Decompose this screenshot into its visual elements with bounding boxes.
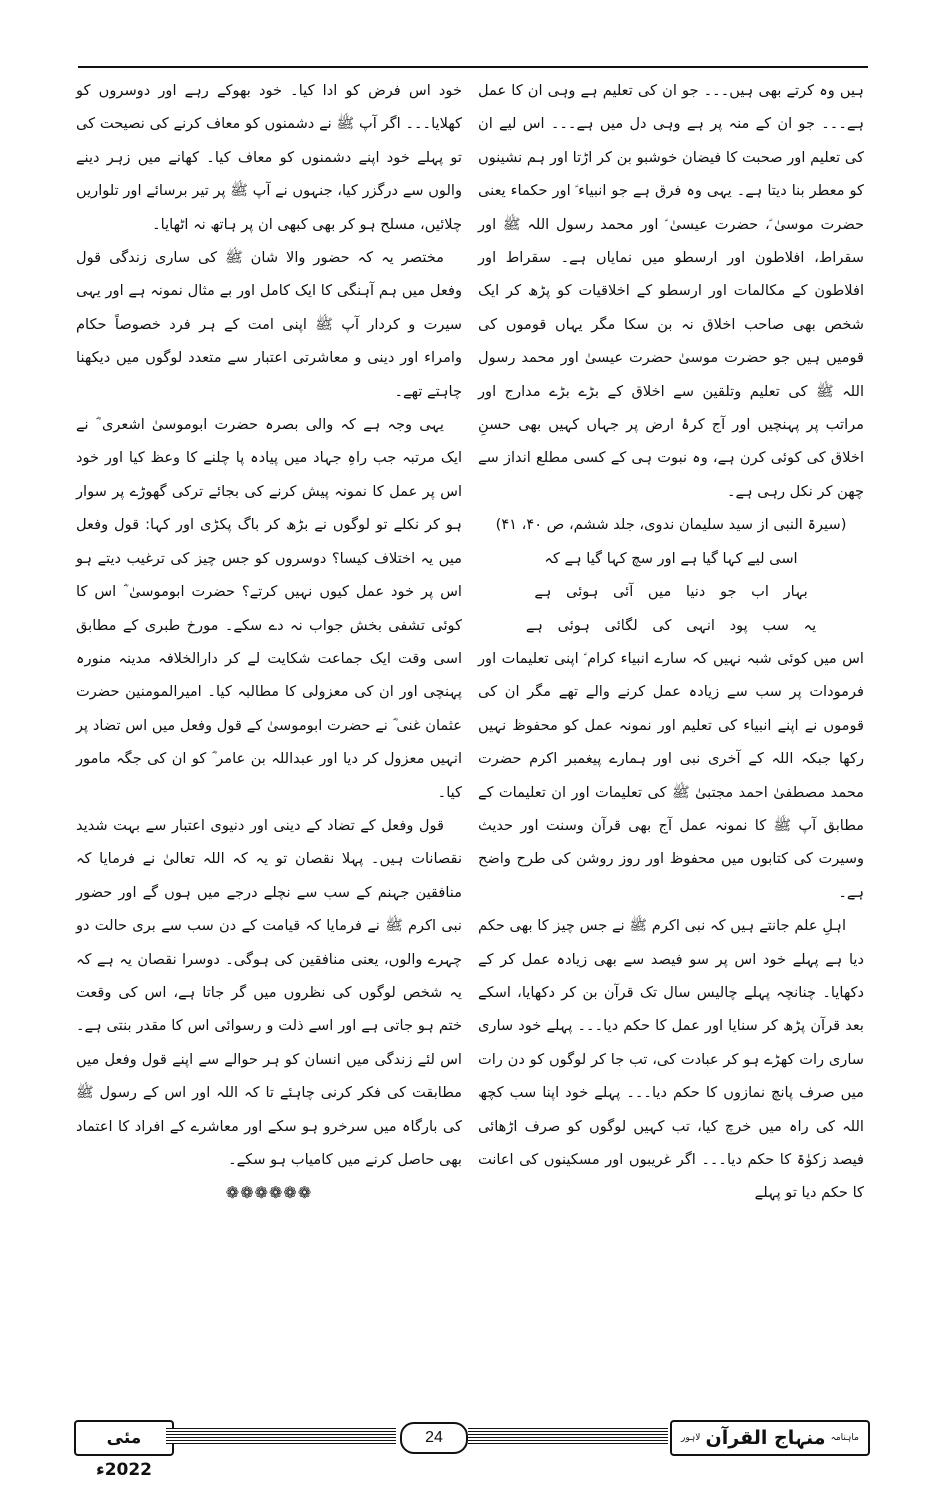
brand-city: لاہور	[681, 1433, 701, 1443]
magazine-logo	[670, 1420, 870, 1456]
paragraph: اس میں کوئی شبہ نہیں کہ سارے انبیاء کرام ؑ اپنی تعلیمات اور فرمودات پر سب سے زیادہ عمل کرنے والے تھے مگر ان کی قوموں نے اپنے انبیاء کی تعلیم اور نمونہ عمل کو محفوظ نہیں رکھا جبکہ اللہ کے آخری نبی اور ہمارے پیغمبر اکرم حضرت محمد مصطفیٰ احمد مجتبیٰ ﷺ کی تعلیمات اور ان تعلیمات کے مطابق آپ ﷺ کا نمونہ عمل آج بھی قرآن وسنت اور حدیث وسیرت کی کتابوں میں محفوظ اور روز روشن کی طرح واضح ہے۔	[478, 649, 864, 901]
verse-line: بہار اب جو دنیا میں آئی ہوئی ہے	[534, 583, 808, 601]
brand-name: منہاج القرآن	[705, 1427, 826, 1449]
issue-date: مئی 2022ء	[74, 1420, 174, 1456]
footer-stripe	[166, 1428, 396, 1444]
paragraph: ہیں وہ کرتے بھی ہیں۔۔۔ جو ان کی تعلیم ہے وہی ان کا عمل ہے۔۔۔ جو ان کے منہ پر ہے وہی دل میں ہے۔۔۔ اس لیے ان کی تعلیم اور صحبت کا فیضان خوشبو بن کر اڑتا اور ہم نشینوں کو معطر بنا دیتا ہے۔ یہی وہ فرق ہے جو انبیاء ؑ اور حکماء یعنی حضرت موسیٰ ؑ، حضرت عیسیٰ ؑ اور محمد رسول اللہ ﷺ اور سقراط، افلاطون اور ارسطو میں نمایاں ہے۔ سقراط اور افلاطون کے مکالمات اور ارسطو کے اخلاقیات کو پڑھ کر ایک شخص بھی صاحب اخلاق نہ بن سکا مگر یہاں قوموں کی قومیں ہیں جو حضرت موسیٰ حضرت عیسیٰ اور محمد رسول اللہ ﷺ کی تعلیم وتلقین سے اخلاق کے بڑے بڑے مدارج اور مراتب پر پہنچیں اور آج کرۂ ارض پر جہاں کہیں بھی حسنِ اخلاق کی کوئی کرن ہے، وہ نبوت ہی کے کسی مطلع انداز سے چھن کر نکل رہی ہے۔	[478, 82, 864, 500]
top-rule	[78, 66, 868, 68]
paragraph: مختصر یہ کہ حضور والا شان ﷺ کی ساری زندگی قول وفعل میں ہم آہنگی کا ایک کامل اور بے مثال نمونہ ہے اور یہی سیرت و کردار آپ ﷺ اپنی امت کے ہر فرد خصوصاً حکام وامراء اور دینی و معاشرتی اعتبار سے متعدد لوگوں میں دیکھنا چاہتے تھے۔	[76, 249, 462, 400]
right-column	[478, 74, 864, 1210]
brand-monthly: ماہنامہ	[830, 1433, 859, 1443]
verse-line: یہ سب پود انہی کی لگائی ہوئی ہے	[525, 616, 817, 634]
paragraph: قول وفعل کے تضاد کے دینی اور دنیوی اعتبار سے بہت شدید نقصانات ہیں۔ پہلا نقصان تو یہ کہ اللہ تعالیٰ نے فرمایا کہ منافقین جہنم کے سب سے نچلے درجے میں ہوں گے اور حضور نبی اکرم ﷺ نے فرمایا کہ قیامت کے دن سب سے بری حالت دو چہرے والوں، یعنی منافقین کی ہوگی۔ دوسرا نقصان یہ ہے کہ یہ شخص لوگوں کی نظروں میں گر جاتا ہے، اس کی وقعت ختم ہو جاتی ہے اور اسے ذلت و رسوائی اس کا مقدر بنتی ہے۔ اس لئے زندگی میں انسان کو ہر حوالے سے اپنے قول وفعل میں مطابقت کی فکر کرنی چاہئے تا کہ اللہ اور اس کے رسول ﷺ کی بارگاہ میں سرخرو ہو سکے اور معاشرے کے افراد کا اعتماد بھی حاصل کرنے میں کامیاب ہو سکے۔	[76, 816, 462, 1168]
page-number: 24	[400, 1422, 468, 1454]
left-column	[76, 74, 462, 1210]
paragraph: یہی وجہ ہے کہ والی بصرہ حضرت ابوموسیٰ اشعری ؓ نے ایک مرتبہ جب راہِ جہاد میں پیادہ پا چلنے کا وعظ کیا اور خود اس پر عمل کا نمونہ پیش کرنے کی بجائے ترکی گھوڑے پر سوار ہو کر نکلے تو لوگوں نے بڑھ کر باگ پکڑی اور کہا: قول وفعل میں یہ اختلاف کیسا؟ دوسروں کو جس چیز کی ترغیب دیتے ہو اس پر خود عمل کیوں نہیں کرتے؟ حضرت ابوموسیٰ ؓ اس کا کوئی تشفی بخش جواب نہ دے سکے۔ مورخ طبری کے مطابق اسی وقت ایک جماعت شکایت لے کر دارالخلافہ مدینہ منورہ پہنچی اور ان کی معزولی کا مطالبہ کیا۔ امیرالمومنین حضرت عثمان غنی ؓ نے حضرت ابوموسیٰ کے قول وفعل میں اس تضاد پر انہیں معزول کر دیا اور عبداللہ بن عامر ؓ کو ان کی جگہ مامور کیا۔	[76, 416, 462, 801]
citation: (سیرۃ النبی از سید سلیمان ندوی، جلد ششم، ص ۴۰، ۴۱)	[495, 516, 847, 534]
end-ornament: ❁❁❁❁❁❁	[225, 1183, 313, 1203]
footer-stripe	[468, 1428, 668, 1444]
paragraph: خود اس فرض کو ادا کیا۔ خود بھوکے رہے اور دوسروں کو کھلایا۔۔۔ اگر آپ ﷺ نے دشمنوں کو معاف کرنے کی نصیحت کی تو پہلے خود اپنے دشمنوں کو معاف کیا۔ کھانے میں زہر دینے والوں سے درگزر کیا، جنہوں نے آپ ﷺ پر تیر برسائے اور تلواریں چلائیں، مسلح ہو کر بھی کبھی ان پر ہاتھ نہ اٹھایا۔	[76, 82, 462, 233]
page-footer	[70, 1420, 870, 1480]
paragraph: اہلِ علم جانتے ہیں کہ نبی اکرم ﷺ نے جس چیز کا بھی حکم دیا ہے پہلے خود اس پر سو فیصد سے بھی زیادہ عمل کر کے دکھایا۔ چنانچہ پہلے چالیس سال تک قرآن بن کر دکھایا، اسکے بعد قرآن پڑھ کر سنایا اور عمل کا حکم دیا۔۔۔ پہلے خود ساری ساری رات کھڑے ہو کر عبادت کی، تب جا کر لوگوں کو دن رات میں صرف پانچ نمازوں کا حکم دیا۔۔۔ پہلے خود اپنا سب کچھ اللہ کی راہ میں خرچ کیا، تب کہیں لوگوں کو صرف اڑھائی فیصد زکوٰۃ کا حکم دیا۔۔۔ اگر غریبوں اور مسکینوں کی اعانت کا حکم دیا تو پہلے	[478, 917, 864, 1202]
paragraph: اسی لیے کہا گیا ہے اور سچ کہا گیا ہے کہ	[544, 549, 798, 567]
